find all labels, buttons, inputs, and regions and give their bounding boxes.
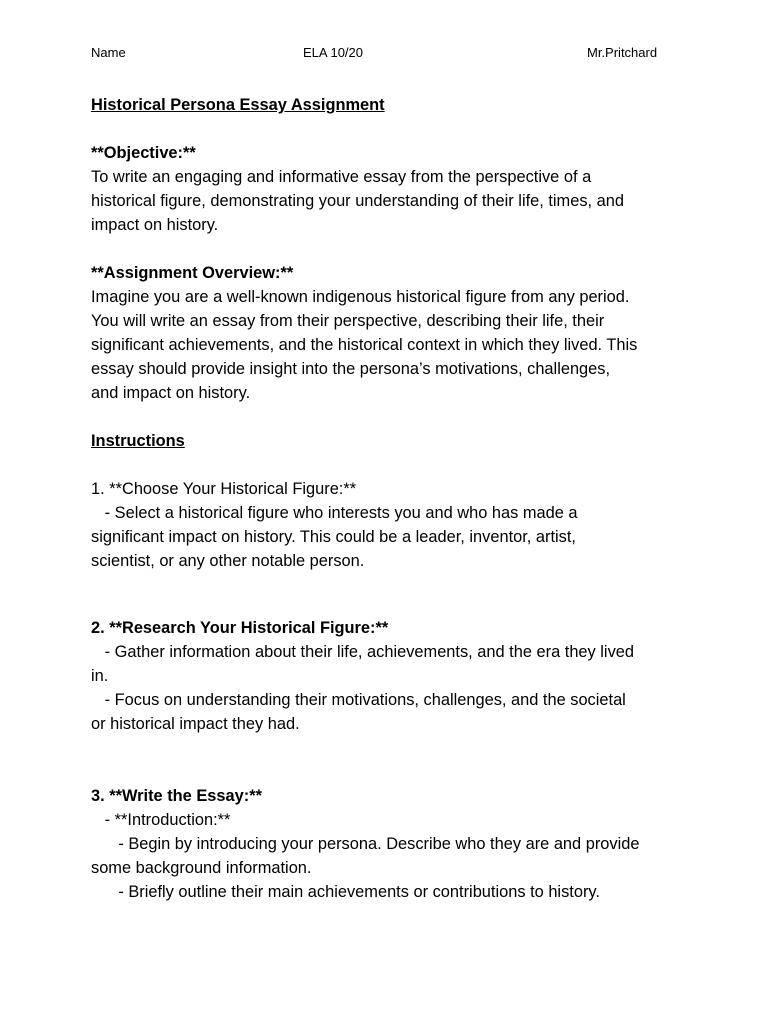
step-3-section [91,784,691,904]
step-3-line: - Briefly outline their main achievements or contributions to history. [91,883,600,901]
step-2-heading: 2. **Research Your Historical Figure:** [91,619,389,637]
step-1-heading: 1. **Choose Your Historical Figure:** [91,480,357,498]
step-3-line: some background information. [91,859,312,877]
step-1-line: scientist, or any other notable person. [91,552,365,570]
spacer [91,736,691,760]
spacer [91,117,691,141]
objective-heading: **Objective:** [91,144,196,162]
overview-line: You will write an essay from their perspective, describing their life, their [91,312,605,330]
objective-line: impact on history. [91,216,219,234]
step-2-section [91,616,691,736]
step-2-line: or historical impact they had. [91,715,300,733]
step-2-line: - Gather information about their life, achievements, and the era they lived [91,643,635,661]
overview-line: significant achievements, and the historical context in which they lived. This [91,336,638,354]
overview-line: Imagine you are a well-known indigenous historical figure from any period. [91,288,630,306]
spacer [91,760,691,784]
overview-section [91,261,691,405]
step-2-line: - Focus on understanding their motivations, challenges, and the societal [91,691,626,709]
document-body [91,93,691,904]
document-title: Historical Persona Essay Assignment [91,96,385,114]
spacer [91,573,691,597]
header-class-label: ELA 10/20 [303,45,363,60]
spacer [91,597,691,616]
step-1-line: - Select a historical figure who interests you and who has made a [91,504,578,522]
instructions-heading: Instructions [91,432,185,450]
step-1-line: significant impact on history. This could be a leader, inventor, artist, [91,528,576,546]
step-1-section [91,477,691,573]
objective-line: historical figure, demonstrating your understanding of their life, times, and [91,192,624,210]
spacer [91,453,691,477]
header-name-label: Name [91,45,126,60]
header-teacher-label: Mr.Pritchard [587,45,658,60]
overview-line: and impact on history. [91,384,251,402]
step-2-line: in. [91,667,109,685]
overview-heading: **Assignment Overview:** [91,264,294,282]
page-header [0,45,768,63]
objective-section [91,141,691,237]
step-3-line: - **Introduction:** [91,811,231,829]
spacer [91,405,691,429]
step-3-heading: 3. **Write the Essay:** [91,787,262,805]
step-3-line: - Begin by introducing your persona. Describe who they are and provide [91,835,640,853]
objective-line: To write an engaging and informative essay from the perspective of a [91,168,592,186]
overview-line: essay should provide insight into the persona’s motivations, challenges, [91,360,611,378]
spacer [91,237,691,261]
